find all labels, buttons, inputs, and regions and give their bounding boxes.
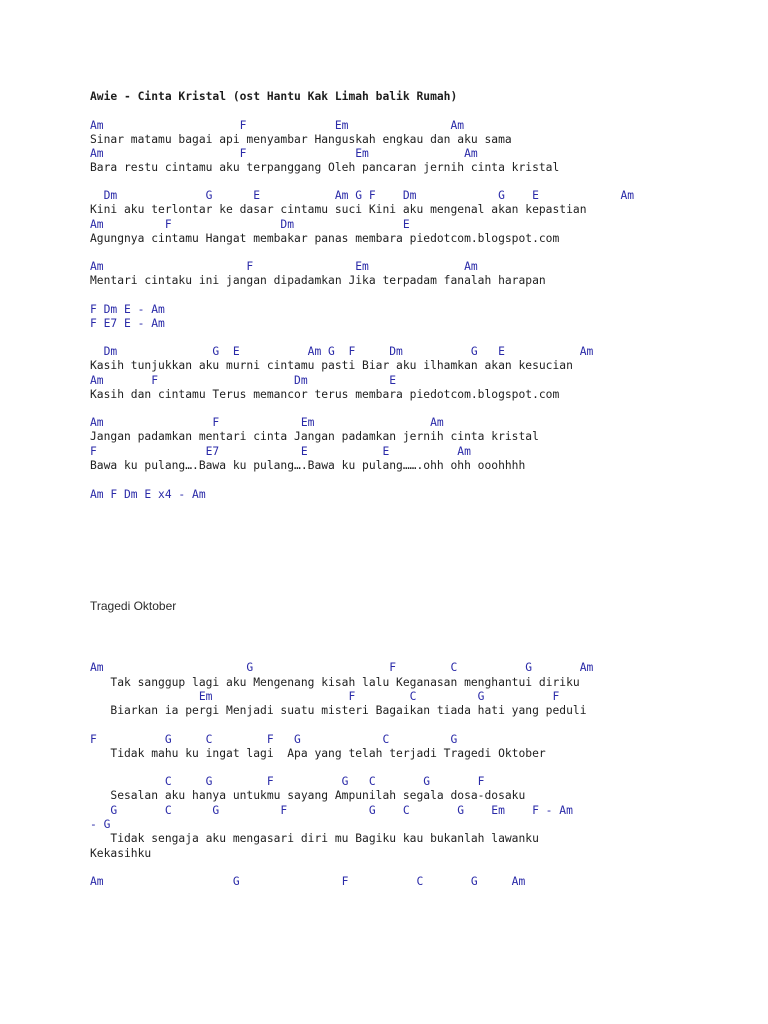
lyric-line: Sesalan aku hanya untukmu sayang Ampunilah segala dosa-dosaku [90, 789, 526, 802]
lyric-line: Kasih tunjukkan aku murni cintamu pasti Biar aku ilhamkan akan kesucian [90, 359, 573, 372]
chord-line: Am F Dm E [90, 218, 410, 231]
lyric-line: Tidak mahu ku ingat lagi Apa yang telah terjadi Tragedi Oktober [90, 747, 546, 760]
chord-line: Am F Em Am [90, 260, 478, 273]
lyric-line: Tidak sengaja aku mengasari diri mu Bagiku kau bukanlah lawanku [90, 832, 539, 845]
lyric-line: Mentari cintaku ini jangan dipadamkan Jika terpadam fanalah harapan [90, 274, 546, 287]
lyric-line: Jangan padamkan mentari cinta Jangan padamkan jernih cinta kristal [90, 430, 539, 443]
song-title: Awie - Cinta Kristal (ost Hantu Kak Limah balik Rumah) [90, 90, 458, 103]
song-title: Tragedi Oktober [90, 599, 177, 613]
lyric-line: Kini aku terlontar ke dasar cintamu suci Kini aku mengenal akan kepastian [90, 203, 587, 216]
chord-line: Dm G E Am G F Dm G E Am [90, 189, 635, 202]
chord-line: F G C F G C G [90, 733, 458, 746]
lyric-line: Bara restu cintamu aku terpanggang Oleh pancaran jernih cinta kristal [90, 161, 560, 174]
chord-line: Am F Em Am [90, 416, 444, 429]
chord-line: Am F Dm E [90, 374, 397, 387]
lyric-line: Tak sanggup lagi aku Mengenang kisah lalu Keganasan menghantui diriku [90, 676, 580, 689]
chord-line: - G [90, 818, 111, 831]
chord-line: Am G F C G Am [90, 661, 594, 674]
chord-line: Em F C G F [90, 690, 560, 703]
chord-line: F E7 E - Am [90, 317, 165, 330]
lyric-line: Biarkan ia pergi Menjadi suatu misteri Bagaikan tiada hati yang peduli [90, 704, 587, 717]
chord-line: Am F Em Am [90, 119, 465, 132]
chord-line: Am F Em Am [90, 147, 478, 160]
chord-line: Am G F C G Am [90, 875, 526, 888]
lyric-line: Kasih dan cintamu Terus memancor terus membara piedotcom.blogspot.com [90, 388, 560, 401]
chord-line: G C G F G C G Em F - Am [90, 804, 573, 817]
lyric-line: Agungnya cintamu Hangat membakar panas membara piedotcom.blogspot.com [90, 232, 560, 245]
chord-line: F Dm E - Am [90, 303, 165, 316]
chord-line: F E7 E E Am [90, 445, 471, 458]
lyric-line: Kekasihku [90, 847, 152, 860]
chord-line: C G F G C G F [90, 775, 485, 788]
chord-line: Am F Dm E x4 - Am [90, 488, 206, 501]
lyric-line: Sinar matamu bagai api menyambar Hanguskah engkau dan aku sama [90, 133, 512, 146]
lyric-line: Bawa ku pulang….Bawa ku pulang….Bawa ku pulang…….ohh ohh ooohhhh [90, 459, 526, 472]
chord-line: Dm G E Am G F Dm G E Am [90, 345, 594, 358]
